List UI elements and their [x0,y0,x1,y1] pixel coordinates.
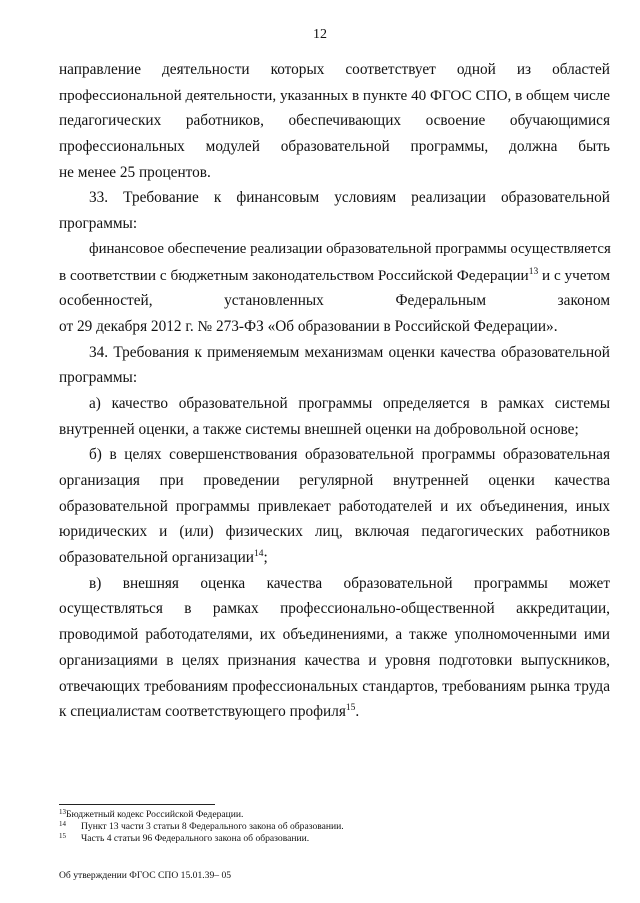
text-line [59,468,610,494]
page-number: 12 [313,27,327,42]
text-line-content: организация при проведении регулярной внутренней оценки качества [59,472,610,489]
text-line [59,57,610,83]
text-line-content: программы: [59,215,138,233]
footnote-reference: 15 [345,703,356,714]
text-line-content: в) внешняя оценка качества образовательной программы может [89,574,610,592]
text-line-content: от 29 декабря 2012 г. № 273-ФЗ «Об образовании в Российской Федерации». [59,317,558,335]
text-line-content: а) качество образовательной программы определяется в рамках системы [89,394,610,412]
text-line [59,494,610,520]
text-line-tail: и с учетом [538,266,611,284]
footnote-reference: 13 [528,266,539,277]
text-line [59,263,610,289]
body-text [59,57,610,725]
text-line-content: в соответствии с бюджетным законодательством Российской Федерации [59,266,529,284]
footnote-reference: 14 [253,549,264,560]
text-line [59,391,610,417]
text-line [59,417,610,443]
text-line [59,134,610,160]
text-line [59,674,610,700]
text-line [59,571,610,597]
text-line-content: организациями в целях признания качества и уровня подготовки выпускников, [59,651,610,669]
text-line-content: б) в целях совершенствования образовательной программы образовательная [89,446,610,464]
text-line-content: отвечающих требованиям профессиональных стандартов, требованиям рынка труда [59,677,610,695]
text-line-content: не менее 25 процентов. [59,163,211,181]
footnote-separator [59,804,215,805]
text-line-content: программы: [59,369,138,387]
text-line-tail: ; [263,549,268,567]
text-line [59,648,610,674]
text-line [59,160,610,186]
footnote-text: Пункт 13 части 3 статьи 8 Федерального закона об образовании. [81,821,344,833]
footnote-text: Часть 4 статьи 96 Федерального закона об образовании. [81,833,310,845]
text-line-content: проводимой работодателями, их объединениями, а также уполномоченными ими [59,626,610,644]
text-line [59,545,610,571]
text-line [59,211,610,237]
text-line-content: педагогических работников, обеспечивающих освоение обучающимися [59,112,610,130]
text-line [59,699,610,725]
text-line [59,108,610,134]
text-line-tail: . [355,703,360,721]
text-line-content: к специалистам соответствующего профиля [59,703,346,721]
text-line-content: образовательной программы привлекает работодателей и их объединения, иных [59,497,610,515]
text-line [59,340,610,366]
text-line [59,237,610,263]
text-line [59,622,610,648]
text-line-content: 33. Требование к финансовым условиям реализации образовательной [89,189,610,207]
text-line-content: направление деятельности которых соответствует одной из областей [59,61,610,78]
text-line-content: 34. Требования к применяемым механизмам оценки качества образовательной [89,343,610,361]
text-line-content: юридических и (или) физических лиц, включая педагогических работников [59,523,610,541]
page-footer: Об утверждении ФГОС СПО 15.01.39– 05 [59,870,232,881]
text-line [59,519,610,545]
text-line-content: особенностей, установленных Федеральным законом [59,292,610,310]
text-line-content: профессиональной деятельности, указанных в пункте 40 ФГОС СПО, в общем числе [59,86,610,104]
text-line [59,596,610,622]
text-line [59,442,610,468]
text-line [59,185,610,211]
text-line-content: внутренней оценки, а также системы внешней оценки на добровольной основе; [59,420,579,438]
footnote-text: Бюджетный кодекс Российской Федерации. [66,809,244,820]
text-line-content: финансовое обеспечение реализации образовательной программы осуществляется [89,240,611,257]
footnotes [59,809,610,846]
text-line [59,365,610,391]
footnote: 14 Пункт 13 части 3 статьи 8 Федерального закона об образовании. [59,820,344,833]
text-line [59,83,610,109]
text-line [59,314,610,340]
footnote: 15 Часть 4 статьи 96 Федерального закона об образовании. [59,832,310,845]
text-line [59,288,610,314]
text-line-content: образовательной организации [59,549,254,567]
footnote: 13Бюджетный кодекс Российской Федерации. [59,808,244,820]
text-line-content: профессиональных модулей образовательной программы, должна быть [59,138,610,156]
text-line-content: осуществляться в рамках профессионально-общественной аккредитации, [59,600,610,618]
